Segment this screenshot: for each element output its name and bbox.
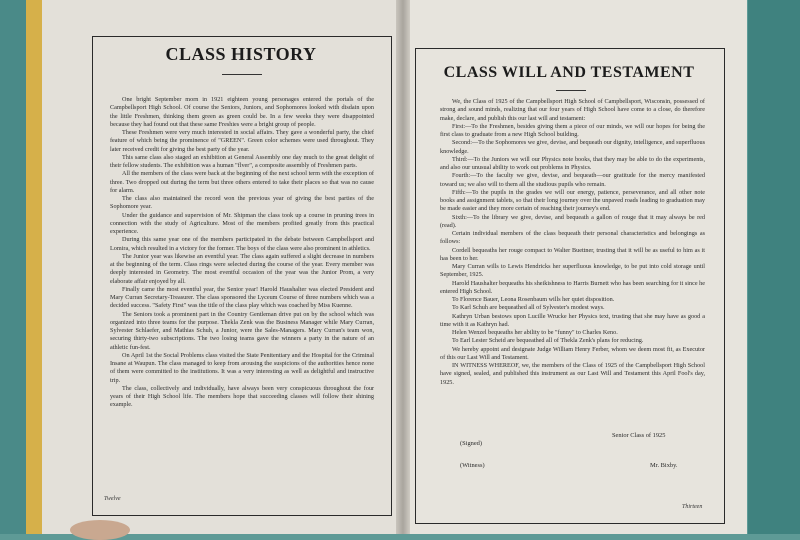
witness-label: (Witness): [460, 462, 485, 469]
paragraph: Finally came the most eventful year, the Senior year! Harold Haushalter was elected President and Mary Curran Secretary-Treasurer. The class sponsored the Lyceum Course of three numbers which was a decided success. "Safety First" was the title of the class play which was coached by Miss Kuenne.: [110, 285, 374, 310]
paragraph: The Seniors took a prominent part in the Country Gentleman drive put on by the school which was organized into three teams for the purpose. Thekla Zenk was the Business Manager while Mary Curran, Sylvester Schlaefer, and Mathias Schuh, a Junior, were the Sales-Managers. Mary Curran's team won, securing thirty-two subscriptions. The two losing teams gave the winners a party in the nature of an athletic fun-fest.: [110, 310, 374, 351]
paragraph: This same class also staged an exhibition at General Assembly one day much to the great delight of their fellow students. The exhibition was a human "flver", a composite assembly of Freshmen parts.: [110, 153, 374, 169]
paragraph: First:—To the Freshmen, besides giving them a piece of our minds, we will our hopes for being the first class to graduate from a new High School building.: [440, 122, 705, 138]
paragraph: IN WITNESS WHEREOF, we, the members of the Class of 1925 of the Campbellsport High School have signed, sealed, and published this instrument as our Last Will and Testament this April Fool's day, 1925.: [440, 362, 705, 386]
book-cover-right: [748, 0, 800, 534]
class-history-title: CLASS HISTORY: [165, 44, 317, 64]
paragraph: Helen Wenzel bequeaths her ability to be "funny" to Charles Keno.: [452, 329, 618, 336]
left-page-number: Twelve: [104, 496, 121, 502]
paragraph: Mary Curran wills to Lewis Hendricks her superfluous knowledge, to be put into cold storage until September, 1925.: [440, 263, 705, 279]
paragraph: During this same year one of the members participated in the debate between Campbellsport and Lomira, which resulted in a victory for the former. The boys of the class were also prominent in athletics.: [110, 236, 374, 252]
paragraph: Fifth:—To the pupils in the grades we will our energy, patience, perseverance, and all other note books and assignment tablets, so that their long journey over the unpaved roads leading to graduation may be made easier and they more certain of reaching their journey's end.: [440, 188, 705, 213]
paragraph: Cordell bequeaths her rouge compact to Walter Buettner, trusting that it will be as useful to him as it has been to her.: [440, 246, 705, 262]
book-gutter: [396, 0, 410, 534]
paragraph: We, the Class of 1925 of the Campbellsport High School of Campbellsport, Wisconsin, possessed of strong and sound minds, realizing that our four years of High School have come to a close, do therefore make, declare, and publish this our last will and testament:: [440, 98, 705, 122]
paragraph: Kathryn Urban bestows upon Lucille Wrucke her Physics text, trusting that she may have as good a time with it as Kathryn had.: [440, 312, 705, 328]
class-history-text: [110, 96, 374, 410]
paragraph: Fourth:—To the faculty we give, devise, and bequeath—our gratitude for the mercy manifested toward us; we also will to them all the studious pupils who remain.: [440, 172, 705, 188]
signed-name: Senior Class of 1925: [612, 432, 666, 439]
paragraph: To Florence Bauer, Leona Rosenbaum wills her quiet disposition.: [452, 296, 615, 303]
paragraph: The class, collectively and individually, have always been very conspicuous throughout the four years of their High School life. The members hope that succeeding classes will follow their shining example.: [110, 384, 374, 409]
paragraph: Harold Haushalter bequeaths his sheikishness to Harris Burnett who has been searching for it since he entered High School.: [440, 279, 705, 295]
paragraph: Sixth:—To the library we give, devise, and bequeath a gallon of rouge that it may always be red (read).: [440, 213, 705, 229]
right-page-number: Thirteen: [682, 504, 703, 510]
paragraph: The Junior year was likewise an eventful year. The class again suffered a slight decrease in numbers at the beginning of the term. Class rings were selected during the course of the year. Every member was deeply interested in Geometry. The most eventful occasion of the year was the Junior Prom, a very elaborate affair enjoyed by all.: [110, 252, 374, 285]
witness-name: Mr. Bixby.: [650, 462, 678, 469]
right-title-rule: [556, 90, 586, 91]
paragraph: Under the guidance and supervision of Mr. Shipman the class took up a course in pruning trees in connection with the study of Agriculture. Most of the members profited greatly from this practical experience.: [110, 211, 374, 235]
class-will-title: CLASS WILL AND TESTAMENT: [443, 64, 695, 81]
paragraph: Third:—To the Juniors we will our Physics note books, that they may be able to do the experiments, and also our unusual ability to work out problems in Physics.: [440, 155, 705, 171]
left-title-rule: [222, 74, 262, 75]
paragraph: One bright September morn in 1921 eighteen young personages entered the portals of the Campbellsport High School. Of course the Seniors, Juniors, and Sophomores looked with disdain upon the little Freshmen, thinking them green as green could be. In a few weeks they were disappointed because they had found out that these same Freshies were a bright group of people.: [110, 96, 374, 128]
paragraph: Second:—To the Sophomores we give, devise, and bequeath our dignity, intelligence, and superfluous knowledge.: [440, 139, 705, 155]
paragraph: The class also maintained the record won the previous year of giving the best parties of the Sophomore year.: [110, 195, 374, 211]
paragraph: Certain individual members of the class bequeath their personal characteristics and belongings as follows:: [440, 230, 705, 246]
paragraph: We hereby appoint and designate Judge William Henry Ferber, whom we deem most fit, as Executor of this our Last Will and Testament.: [440, 345, 705, 361]
paragraph: To Earl Lester Scheid are bequeathed all of Thekla Zenk's plans for reducing.: [452, 337, 644, 345]
thumb: [70, 520, 130, 540]
signed-label: (Signed): [460, 440, 483, 447]
paragraph: To Karl Schuh are bequeathed all of Sylvester's modest ways.: [452, 304, 605, 312]
paragraph: On April 1st the Social Problems class visited the State Penitentiary and the Hospital for the Criminal Insane at Waupun. The class managed to keep from arousing the suspicions of the authorities hence none of them were committed to the institutions. It was a very interesting as well as delightful and instructive trip.: [110, 351, 374, 384]
paragraph: These Freshmen were very much interested in social affairs. They gave a wonderful party, the chief feature of which being the prominence of "GREEN". Green color schemes were used throughout. They later received credit for giving the best party of the year.: [110, 129, 374, 153]
class-will-text: [440, 98, 705, 387]
paragraph: All the members of the class were back at the beginning of the next school term with the exception of three. Two dropped out during the term but three others entered to take their places so that was no cause for alarm.: [110, 170, 374, 194]
